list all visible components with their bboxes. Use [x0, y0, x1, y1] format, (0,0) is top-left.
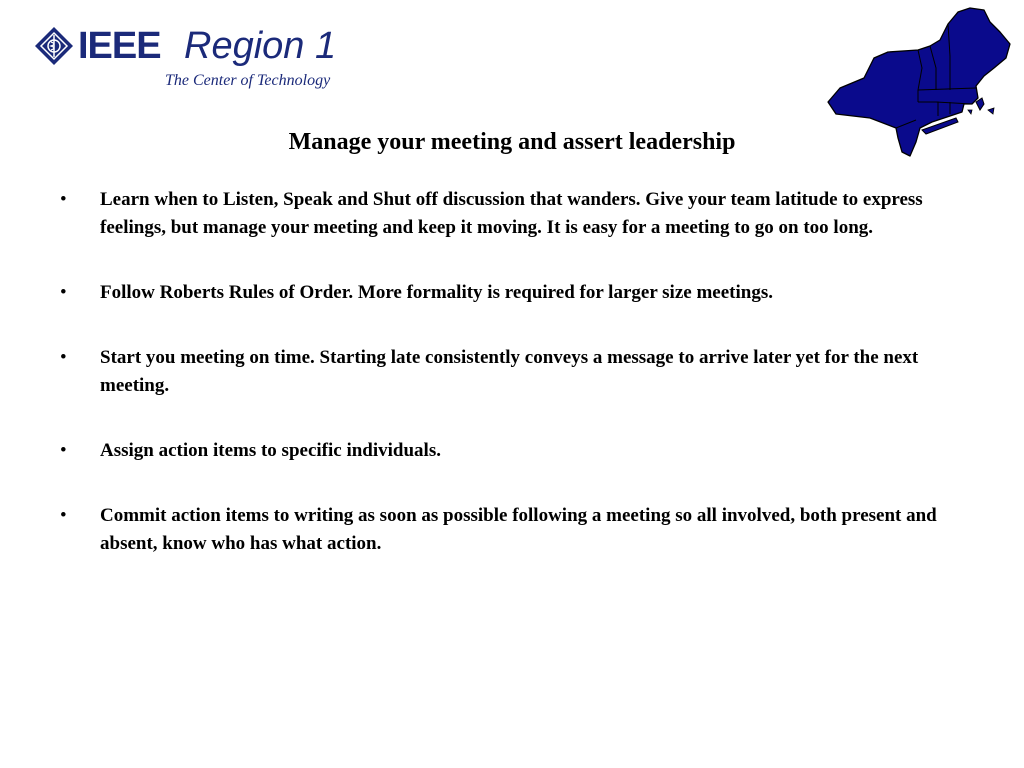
bullet-item — [54, 344, 974, 400]
bullet-glyph: • — [60, 440, 67, 461]
ieee-region-1-logo — [34, 22, 364, 102]
bullet-glyph: • — [60, 282, 67, 303]
bullet-text: Assign action items to specific individuals. — [100, 440, 441, 461]
bullet-text: Commit action items to writing as soon as possible following a meeting so all involved, both present and absent, know who has what action. — [100, 505, 937, 554]
bullet-glyph: • — [60, 347, 67, 368]
bullet-text: Start you meeting on time. Starting late consistently conveys a message to arrive later yet for the next meeting. — [100, 347, 919, 396]
logo-region-text: Region 1 — [184, 25, 337, 67]
bullet-item — [54, 437, 974, 465]
bullet-glyph: • — [60, 189, 67, 210]
bullet-glyph: • — [60, 505, 67, 526]
bullet-text: Learn when to Listen, Speak and Shut off discussion that wanders. Give your team latitude to express feelings, but manage your meeting and keep it moving. It is easy for a meeting to go on too long. — [100, 189, 923, 238]
ieee-diamond-logo-icon — [34, 26, 74, 66]
bullet-item — [54, 502, 974, 558]
logo-ieee-text: IEEE — [78, 25, 161, 67]
bullet-text: Follow Roberts Rules of Order. More formality is required for larger size meetings. — [100, 282, 773, 303]
slide-title: Manage your meeting and assert leadership — [288, 129, 736, 155]
logo-tagline: The Center of Technology — [165, 72, 331, 89]
bullet-list — [54, 186, 974, 595]
bullet-item — [54, 186, 974, 242]
bullet-item — [54, 279, 974, 307]
